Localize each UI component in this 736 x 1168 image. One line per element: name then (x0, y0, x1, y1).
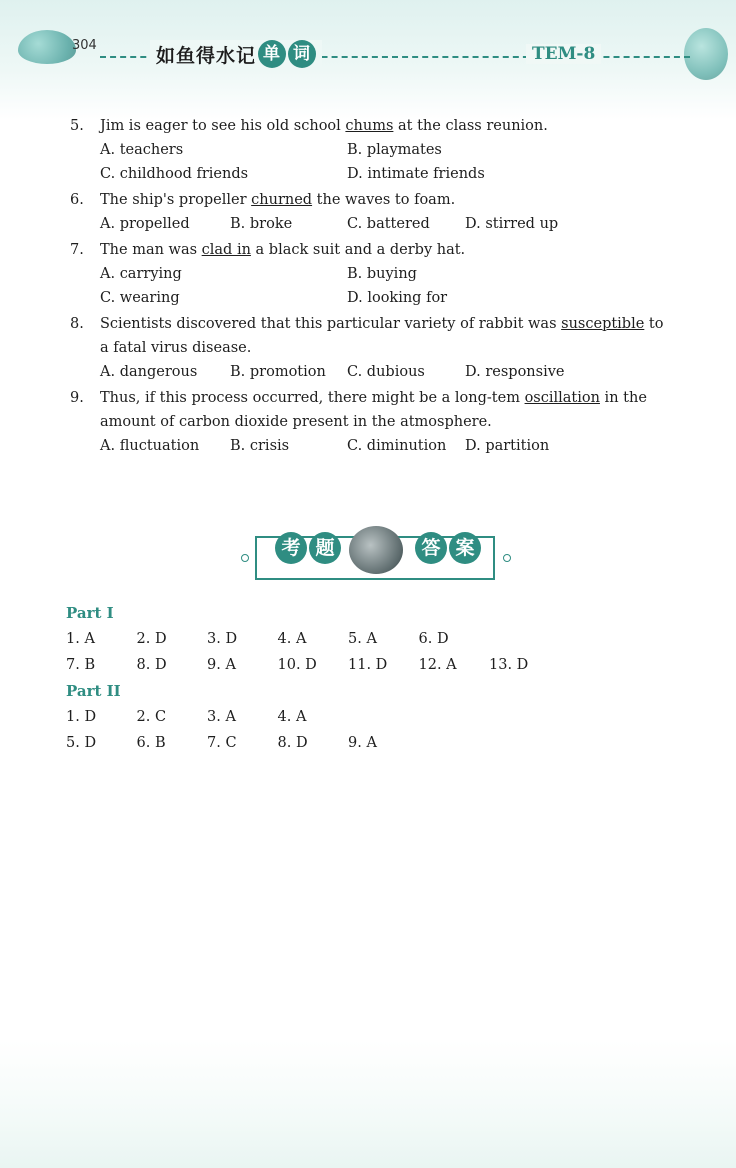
question-number: 7. (70, 242, 84, 258)
banner-left-label (275, 532, 341, 564)
answer-item: 7. B (66, 657, 96, 673)
banner-dot-icon (241, 554, 249, 562)
question-stem: Scientists discovered that this particular variety of rabbit was susceptible to a fatal virus disease. (100, 316, 664, 356)
answer-item: 13. D (489, 657, 529, 673)
answer-item: 3. A (207, 709, 236, 725)
answer-item: 7. C (207, 735, 237, 751)
fish-decoration-icon (684, 28, 728, 80)
answer-item: 4. A (277, 709, 307, 725)
option: D. intimate friends (347, 166, 485, 182)
question-keyword: oscillation (524, 390, 600, 406)
banner-dot-icon (503, 554, 511, 562)
question-number: 5. (70, 118, 84, 134)
answer-item: 10. D (277, 657, 317, 673)
option: B. promotion (230, 364, 326, 380)
question-stem: The ship's propeller churned the waves to foam. (100, 192, 456, 208)
question-item (70, 188, 670, 212)
answer-item: 12. A (418, 657, 457, 673)
banner-char: 案 (449, 532, 481, 564)
answer-item: 3. D (207, 631, 238, 647)
fish-decoration-icon (18, 30, 76, 64)
option-list (100, 212, 670, 236)
question-number: 6. (70, 192, 84, 208)
question-item (70, 386, 670, 434)
answer-item: 1. A (66, 631, 95, 647)
question-keyword: susceptible (561, 316, 645, 332)
option: B. buying (347, 266, 417, 282)
banner-right-label (415, 532, 481, 564)
answer-item: 4. A (277, 631, 307, 647)
answer-item: 6. B (136, 735, 166, 751)
option: D. partition (465, 438, 550, 454)
book-title-circled-char: 词 (288, 40, 316, 68)
question-keyword: chums (345, 118, 394, 134)
question-list (70, 114, 670, 458)
option: A. carrying (100, 266, 182, 282)
banner-char: 考 (275, 532, 307, 564)
answer-row (66, 730, 586, 756)
answer-key-banner (237, 524, 515, 582)
answer-item: 5. A (348, 631, 377, 647)
option-list (100, 138, 670, 186)
option: C. battered (347, 216, 430, 232)
option: A. propelled (100, 216, 190, 232)
option: B. playmates (347, 142, 442, 158)
exam-tag: TEM-8 (526, 44, 601, 64)
book-title-circled-char: 单 (258, 40, 286, 68)
answer-row (66, 652, 586, 678)
question-keyword: churned (251, 192, 313, 208)
page-number: 304 (72, 38, 97, 53)
answer-item: 8. D (136, 657, 167, 673)
question-stem: Thus, if this process occurred, there might be a long-tem oscillation in the amount of carbon dioxide present in the atmosphere. (100, 390, 647, 430)
answer-row (66, 626, 586, 652)
option: C. childhood friends (100, 166, 249, 182)
option: B. crisis (230, 438, 290, 454)
option: C. diminution (347, 438, 447, 454)
question-stem: The man was clad in a black suit and a derby hat. (100, 242, 466, 258)
question-item (70, 312, 670, 360)
answer-item: 8. D (277, 735, 308, 751)
question-keyword: clad in (201, 242, 251, 258)
option: C. dubious (347, 364, 425, 380)
page-header (0, 0, 736, 90)
book-title (150, 40, 322, 68)
answer-item: 6. D (418, 631, 449, 647)
answer-item: 9. A (348, 735, 377, 751)
option: A. dangerous (100, 364, 198, 380)
option: C. wearing (100, 290, 180, 306)
option: D. responsive (465, 364, 565, 380)
banner-char: 答 (415, 532, 447, 564)
fish-icon (349, 526, 403, 574)
answer-item: 2. C (136, 709, 167, 725)
part-heading: Part I (66, 604, 114, 622)
option: A. teachers (100, 142, 184, 158)
answer-item: 2. D (136, 631, 167, 647)
banner-char: 题 (309, 532, 341, 564)
answer-item: 1. D (66, 709, 97, 725)
answer-key (66, 600, 586, 756)
part-heading: Part II (66, 682, 121, 700)
answer-item: 9. A (207, 657, 236, 673)
option: D. stirred up (465, 216, 559, 232)
question-number: 9. (70, 390, 84, 406)
question-number: 8. (70, 316, 84, 332)
option: A. fluctuation (100, 438, 200, 454)
question-item (70, 114, 670, 138)
option-list (100, 262, 670, 310)
book-title-text: 如鱼得水记 (156, 44, 257, 67)
option: B. broke (230, 216, 293, 232)
question-item (70, 238, 670, 262)
question-stem: Jim is eager to see his old school chums at the class reunion. (100, 118, 548, 134)
answer-item: 11. D (348, 657, 388, 673)
option-list (100, 360, 670, 384)
option-list (100, 434, 670, 458)
option: D. looking for (347, 290, 448, 306)
answer-row (66, 704, 586, 730)
answer-item: 5. D (66, 735, 97, 751)
